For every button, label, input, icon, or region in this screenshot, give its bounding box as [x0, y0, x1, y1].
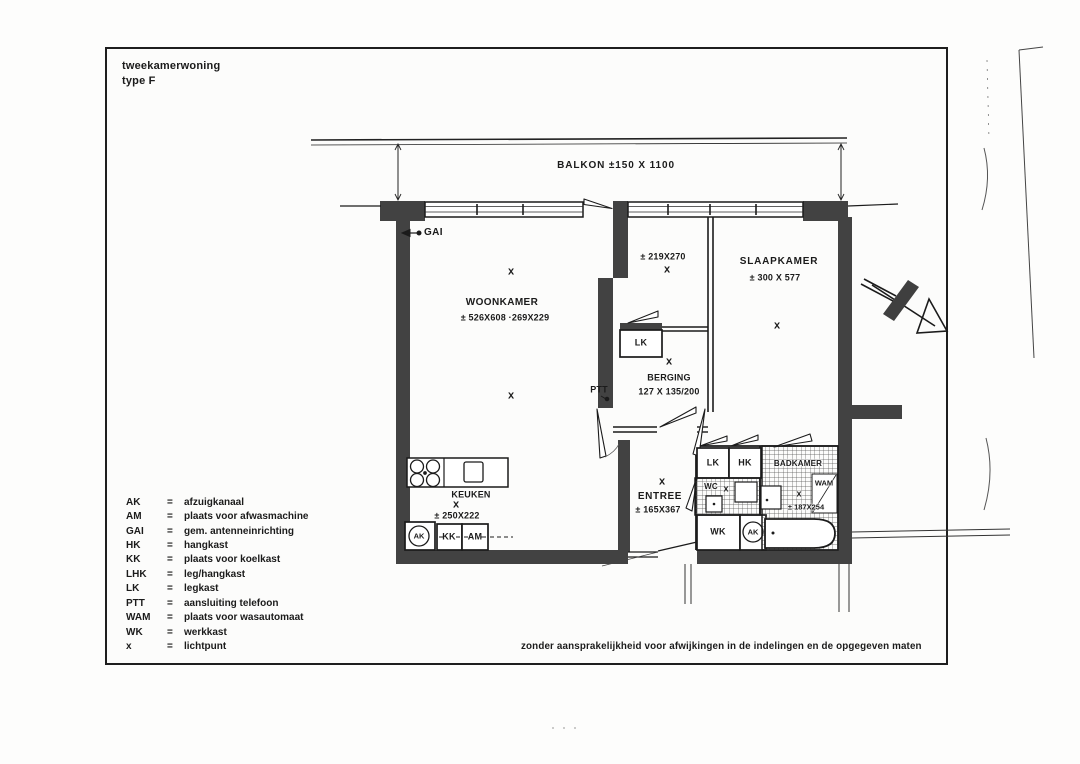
- legend-abbr: WK: [126, 626, 143, 638]
- room-dims-entree: ± 165X367: [635, 504, 681, 515]
- wam-label: WAM: [814, 478, 834, 488]
- am-label: AM: [467, 531, 483, 542]
- room-dims-woonkamer: ± 526X608 ·269X229: [460, 312, 550, 323]
- kk-label: KK: [442, 531, 456, 542]
- north-arrow-icon: [861, 279, 947, 333]
- legend-eq: =: [167, 583, 173, 595]
- lichtpunt-mark-berging: x: [665, 355, 673, 368]
- legend-abbr: LHK: [126, 568, 147, 580]
- legend-row: [126, 509, 309, 523]
- lichtpunt-mark-alkoof: x: [663, 263, 671, 276]
- room-label-keuken: KEUKEN: [451, 489, 491, 500]
- title-line1: tweekamerwoning: [122, 60, 221, 72]
- legend-abbr: LK: [126, 583, 140, 595]
- legend: [126, 495, 309, 654]
- legend-row: [126, 639, 309, 653]
- berging-door-swing: [660, 407, 696, 427]
- legend-row: [126, 611, 309, 625]
- gai-label: GAI: [424, 227, 443, 238]
- wk-label: WK: [710, 526, 726, 537]
- legend-abbr: GAI: [126, 525, 144, 537]
- legend-abbr: x: [126, 641, 132, 653]
- entrance-door-leaf: [658, 542, 697, 551]
- legend-desc: leg/hangkast: [184, 568, 246, 580]
- legend-abbr: HK: [126, 540, 141, 552]
- legend-row: [126, 596, 309, 610]
- room-dims-berging: 127 X 135/200: [638, 386, 700, 397]
- legend-desc: lichtpunt: [184, 641, 227, 653]
- scan-artifacts: [552, 47, 1043, 728]
- legend-desc: werkkast: [184, 626, 227, 638]
- legend-eq: =: [167, 597, 173, 609]
- legend-desc: plaats voor wasautomaat: [184, 612, 304, 624]
- room-dims-alkoof: ± 219X270: [640, 251, 686, 262]
- legend-abbr: WAM: [126, 612, 151, 624]
- ptt-label: PTT: [590, 384, 608, 395]
- title-line2: type F: [122, 74, 156, 87]
- woonkamer-door-swing: [597, 409, 606, 458]
- legend-desc: aansluiting telefoon: [184, 597, 279, 609]
- kitchen-counter: [407, 458, 508, 487]
- legend-desc: plaats voor koelkast: [184, 554, 281, 566]
- legend-abbr: AM: [126, 511, 142, 523]
- legend-eq: =: [167, 641, 173, 653]
- lichtpunt-mark-slaapkamer: x: [773, 319, 781, 332]
- room-label-slaapkamer: SLAAPKAMER: [739, 256, 819, 267]
- lk-label-hall: LK: [706, 457, 720, 468]
- legend-eq: =: [167, 568, 173, 580]
- sheet-title: [122, 59, 220, 88]
- balcony-door-swing: [584, 199, 612, 209]
- legend-eq: =: [167, 554, 173, 566]
- room-dims-keuken: ± 250X222: [434, 510, 480, 521]
- balkon-label: BALKON ±150 X 1100: [557, 160, 675, 171]
- legend-abbr: AK: [126, 496, 141, 508]
- lichtpunt-mark-entree: x: [658, 475, 666, 488]
- room-label-berging: BERGING: [647, 372, 691, 383]
- lk-closet-door-swing: [628, 311, 658, 323]
- legend-desc: gem. antenneinrichting: [184, 525, 295, 537]
- legend-abbr: PTT: [126, 597, 145, 609]
- lichtpunt-mark-keuken: x: [452, 498, 460, 511]
- room-label-woonkamer: WOONKAMER: [465, 297, 539, 308]
- legend-row: [126, 553, 309, 567]
- lichtpunt-mark-woonkamer-2: x: [507, 389, 515, 402]
- room-dims-slaapkamer: ± 300 X 577: [749, 272, 801, 283]
- legend-abbr: KK: [126, 554, 141, 566]
- legend-row: [126, 524, 309, 538]
- legend-eq: =: [167, 511, 173, 523]
- room-dims-badkamer: ± 187X254: [787, 502, 825, 512]
- lichtpunt-mark-woonkamer-1: x: [507, 265, 515, 278]
- room-label-wc: WC: [704, 482, 718, 491]
- legend-eq: =: [167, 612, 173, 624]
- legend-desc: legkast: [184, 583, 219, 595]
- legend-row: [126, 625, 309, 639]
- legend-row: [126, 495, 309, 509]
- room-label-entree: ENTREE: [637, 491, 683, 502]
- legend-row: [126, 538, 309, 552]
- disclaimer-text: zonder aansprakelijkheid voor afwijkingen in de indelingen en de opgegeven maten: [521, 641, 922, 652]
- lk-label-berging: LK: [634, 337, 648, 348]
- badkamer-door-swing: [774, 434, 812, 447]
- legend-row: [126, 567, 309, 581]
- lichtpunt-mark-wc: x: [723, 483, 729, 494]
- legend-eq: =: [167, 540, 173, 552]
- legend-eq: =: [167, 525, 173, 537]
- bathtub-icon: [765, 519, 835, 548]
- ak-label-hall: AK: [747, 527, 759, 537]
- lk2-closet-door-swing: [700, 436, 727, 446]
- legend-desc: plaats voor afwasmachine: [184, 511, 309, 523]
- ak-label-kitchen: AK: [413, 531, 425, 541]
- hk-label: HK: [738, 457, 752, 468]
- hk-closet-door-swing: [731, 435, 758, 446]
- washbasin-icon: [761, 486, 781, 509]
- lichtpunt-mark-badkamer: x: [796, 488, 802, 499]
- legend-row: [126, 582, 309, 596]
- room-label-badkamer: BADKAMER: [773, 459, 823, 468]
- legend-desc: hangkast: [184, 540, 228, 552]
- legend-eq: =: [167, 496, 173, 508]
- legend-desc: afzuigkanaal: [184, 496, 245, 508]
- legend-eq: =: [167, 626, 173, 638]
